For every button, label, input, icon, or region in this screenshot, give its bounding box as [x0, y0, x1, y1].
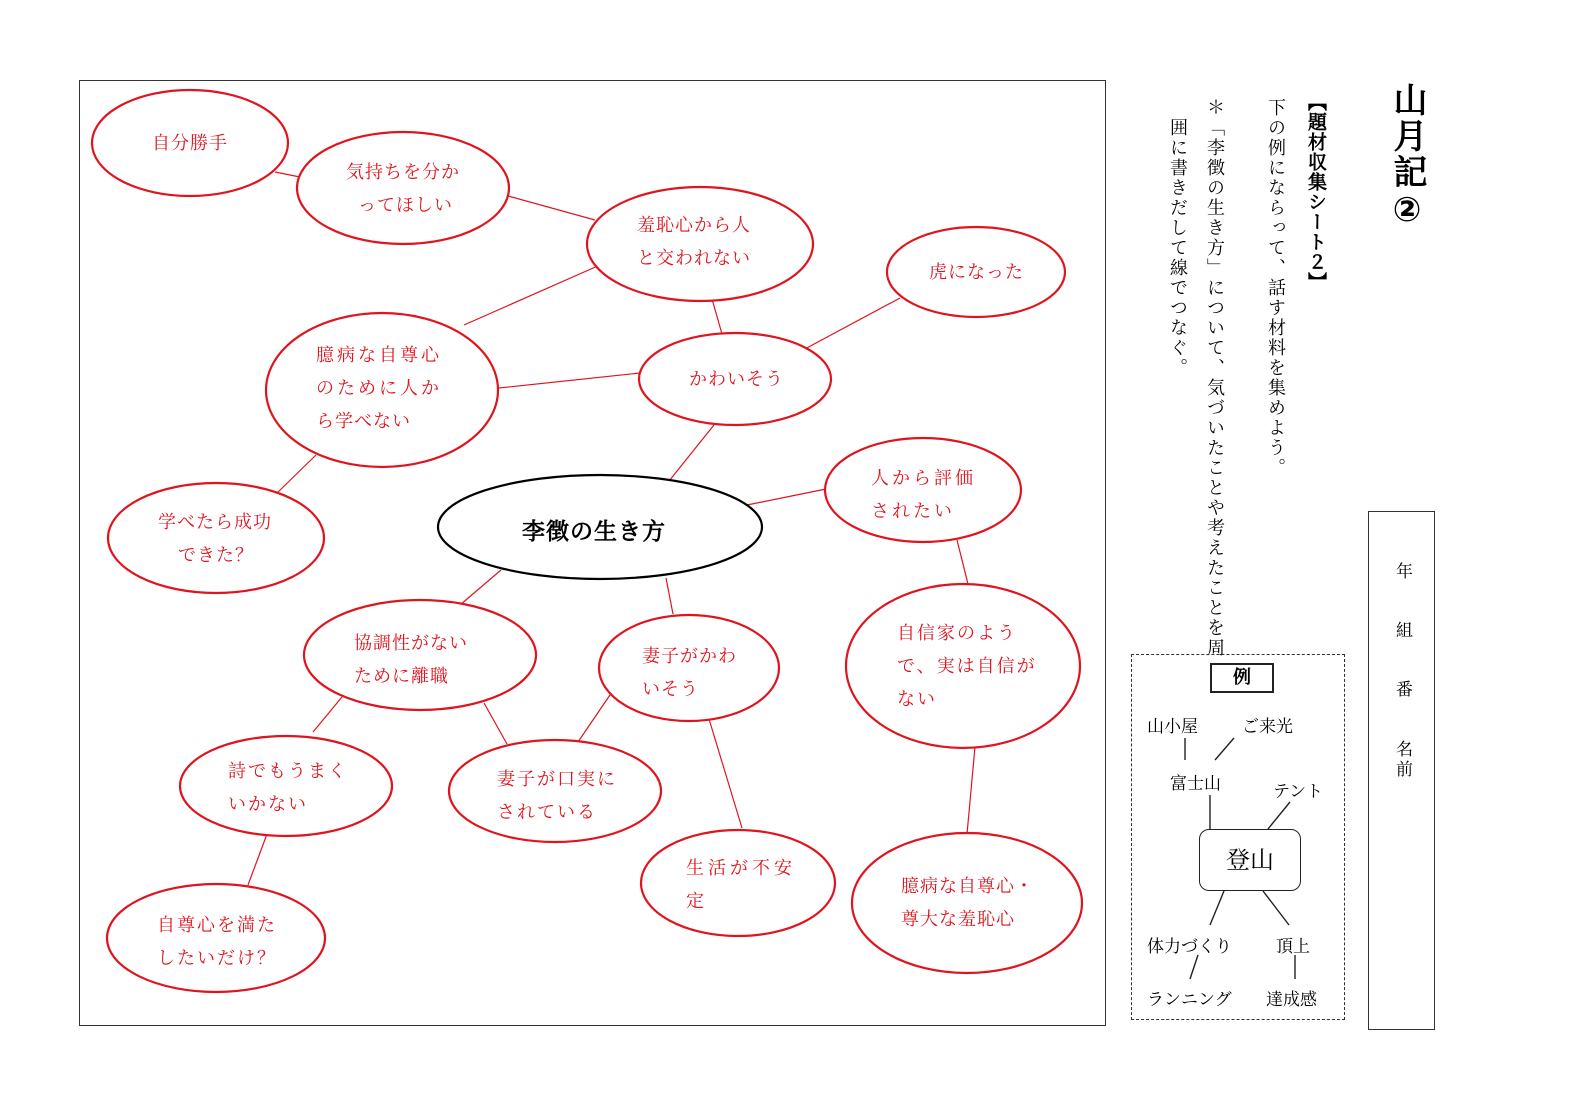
link-hyouka-jishin — [957, 540, 968, 584]
instruction-line-1: 下の例にならって、話す材料を集めよう。 — [1265, 98, 1286, 478]
node-line: 自尊心を満た — [157, 915, 277, 936]
name-label-year: 年 — [1396, 562, 1413, 582]
node-line: 妻子がかわ — [642, 646, 737, 667]
node-line: 妻子が口実に — [497, 769, 617, 790]
link-kyouchou-saishi2 — [484, 703, 507, 744]
node-line: されたい — [871, 501, 955, 522]
node-hyouka — [871, 462, 976, 528]
link-jishin-okubyou2 — [967, 747, 975, 834]
node-kyouchou — [354, 627, 468, 693]
node-line: ない — [897, 689, 937, 710]
node-line: と交われない — [637, 248, 751, 269]
link-center-hyouka — [747, 489, 826, 505]
center-topic: 李徴の生き方 — [522, 519, 666, 545]
node-saishi1 — [642, 640, 737, 706]
link-saishi1-seikatsu — [709, 719, 742, 828]
example-word: ランニング — [1147, 990, 1232, 1010]
node-okubyou1 — [316, 339, 442, 438]
node-line: 虎になった — [929, 262, 1024, 283]
node-line: したいだけ？ — [157, 948, 277, 969]
node-line: いかない — [228, 794, 308, 815]
example-word: 頂上 — [1276, 937, 1310, 957]
node-jishin — [897, 617, 1037, 716]
node-line: 生活が不安 — [686, 858, 796, 879]
node-line: ために離職 — [354, 666, 449, 687]
node-line: ら学べない — [316, 411, 411, 432]
link-saishi1-saishi2 — [578, 692, 612, 742]
node-line: で、実は自信が — [897, 656, 1037, 677]
node-line: 学べたら成功 — [158, 512, 272, 533]
example-center: 登山 — [1199, 829, 1301, 891]
name-label-class: 組 — [1396, 621, 1413, 641]
link-kawaisou-center — [669, 425, 714, 481]
example-word: 富士山 — [1170, 774, 1221, 794]
example-word: テント — [1273, 782, 1324, 802]
node-kimochi — [346, 156, 460, 222]
link-center-saishi1 — [666, 578, 673, 614]
node-line: いそう — [642, 679, 699, 700]
example-word: 山小屋 — [1147, 717, 1198, 737]
link-kyouchou-shi — [313, 697, 342, 732]
instruction-line-3: 囲に書きだして線でつなぐ。 — [1167, 118, 1188, 378]
name-label-name-1: 名 — [1396, 740, 1413, 760]
name-label-number: 番 — [1396, 680, 1413, 700]
link-okubyou1-kawaisou — [499, 373, 640, 388]
node-line: 人から評価 — [871, 468, 976, 489]
node-line: できた？ — [178, 545, 254, 566]
node-line: 自信家のよう — [897, 623, 1017, 644]
link-shuuchi-kawaisou — [712, 299, 722, 334]
node-line: 臆病な自尊心・ — [901, 876, 1034, 897]
link-shuuchi-okubyou1 — [464, 265, 600, 325]
node-line: 協調性がない — [354, 633, 468, 654]
example-label: 例 — [1210, 663, 1274, 693]
example-word: ご来光 — [1242, 717, 1293, 737]
node-line: ってほしい — [358, 195, 453, 216]
node-line: 羞恥心から人 — [637, 215, 751, 236]
link-jibun-kimochi — [275, 172, 300, 177]
node-okubyou2 — [901, 870, 1034, 936]
node-jibun — [152, 127, 228, 160]
link-okubyou1-manabe — [276, 455, 316, 494]
node-seikatsu — [686, 852, 796, 918]
worksheet-subtitle: 【題材収集シート２】 — [1305, 92, 1327, 292]
example-word: 体力づくり — [1147, 937, 1232, 957]
name-label-name-2: 前 — [1396, 760, 1413, 780]
worksheet-title: 山月記② — [1387, 82, 1427, 232]
node-shuuchi — [637, 209, 751, 275]
node-line: のために人か — [316, 378, 442, 399]
node-jisonshin — [157, 909, 277, 975]
example-word: 達成感 — [1266, 990, 1317, 1010]
node-line: 詩でもうまく — [228, 761, 348, 782]
node-line: 定 — [686, 891, 708, 912]
link-kawaisou-tora — [803, 298, 900, 350]
node-line: 気持ちを分か — [346, 162, 460, 183]
node-manabe — [158, 506, 272, 572]
node-saishi2 — [497, 763, 617, 829]
node-shi — [228, 755, 348, 821]
link-center-kyouchou — [460, 570, 501, 605]
node-line: 臆病な自尊心 — [316, 345, 442, 366]
node-line: かわいそう — [689, 369, 784, 390]
node-tora — [929, 256, 1024, 289]
link-shi-jisonshin — [248, 834, 267, 885]
node-line: されている — [497, 802, 597, 823]
instruction-line-2: ＊「李徴の生き方」について、気づいたことや考えたことを周 — [1204, 98, 1225, 658]
link-kimochi-shuuchi — [508, 196, 595, 220]
node-kawaisou — [689, 363, 784, 396]
node-line: 尊大な羞恥心 — [901, 909, 1015, 930]
node-line: 自分勝手 — [152, 133, 228, 154]
